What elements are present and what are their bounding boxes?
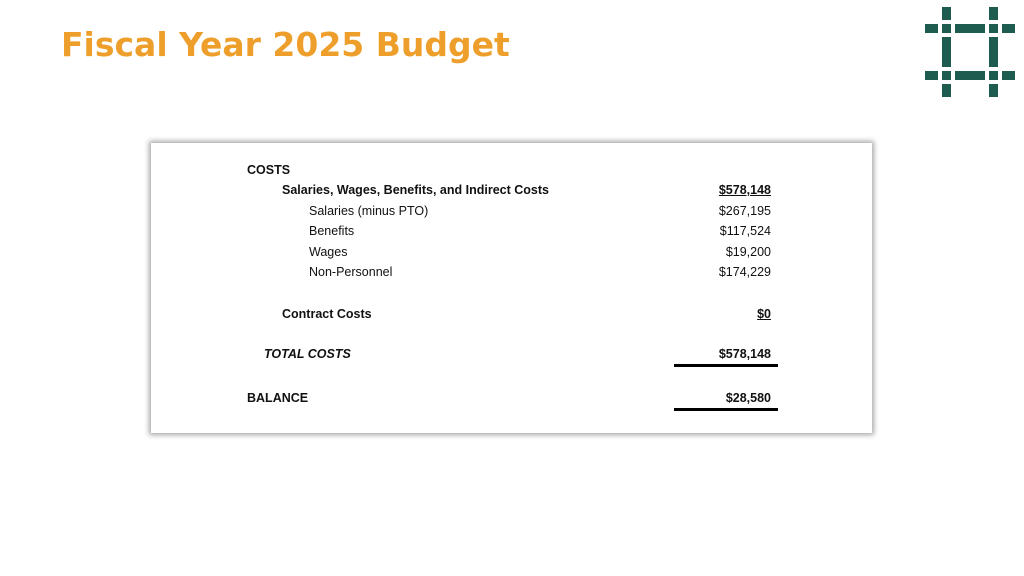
balance-label: BALANCE (247, 391, 309, 405)
total-costs-rule (674, 364, 778, 367)
costs-heading: COSTS (247, 163, 291, 177)
line-item-label: Salaries (minus PTO) (309, 204, 429, 218)
salaries-group-amount: $578,148 (718, 183, 771, 197)
salaries-group-label: Salaries, Wages, Benefits, and Indirect Costs (282, 183, 549, 197)
budget-table (151, 143, 872, 433)
line-item-amount: $19,200 (725, 245, 771, 259)
total-costs-label: TOTAL COSTS (264, 347, 351, 361)
contract-costs-label: Contract Costs (282, 307, 372, 321)
balance-amount: $28,580 (725, 391, 771, 405)
line-item-label: Benefits (309, 224, 355, 238)
line-item-label: Non-Personnel (309, 265, 393, 279)
balance-rule (674, 408, 778, 411)
line-item-amount: $117,524 (719, 224, 771, 238)
line-item-label: Wages (309, 245, 348, 259)
line-item-amount: $267,195 (718, 204, 771, 218)
slide-title: Fiscal Year 2025 Budget (61, 25, 510, 64)
total-costs-amount: $578,148 (718, 347, 771, 361)
line-item-amount: $174,229 (718, 265, 771, 279)
contract-costs-amount: $0 (757, 307, 771, 321)
hash-grid-icon (925, 7, 1015, 97)
